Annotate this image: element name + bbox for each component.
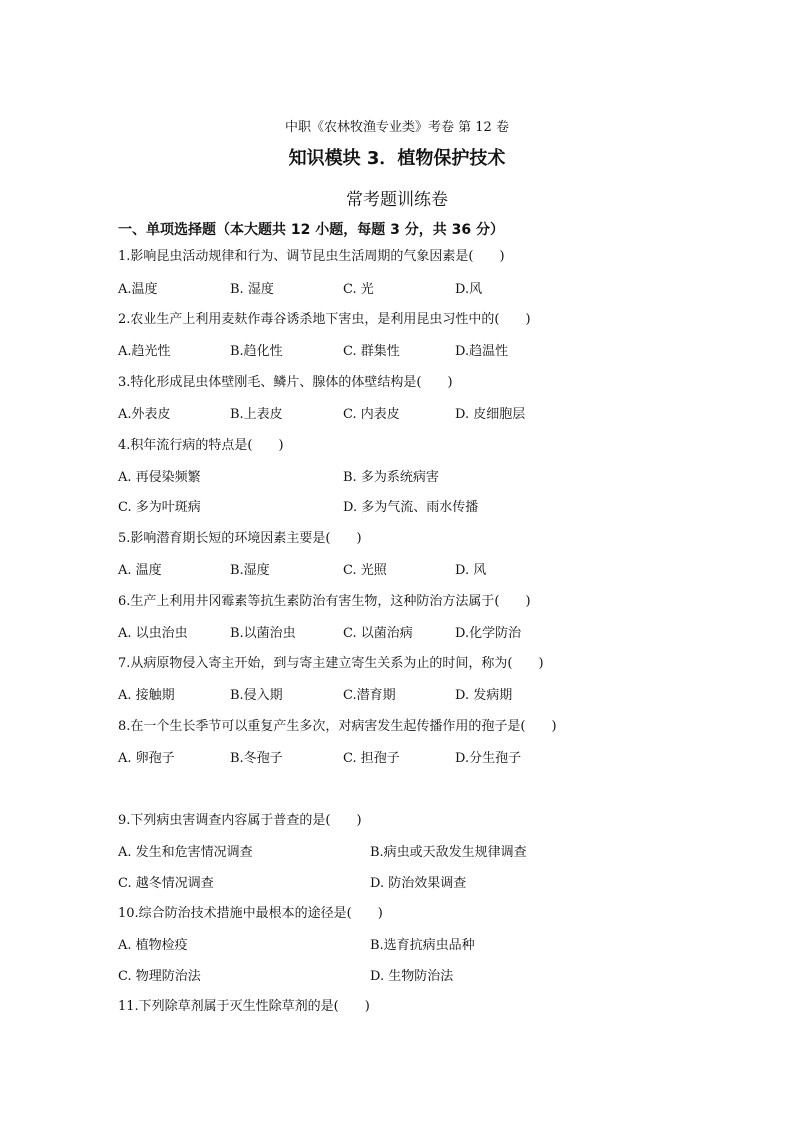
q1-option-c: C. 光 bbox=[343, 282, 374, 297]
q7-option-b: B.侵入期 bbox=[230, 688, 283, 703]
q9-option-c: C. 越冬情况调查 bbox=[118, 876, 214, 891]
q8-option-b: B.冬孢子 bbox=[230, 751, 283, 766]
q5-option-d: D. 风 bbox=[455, 563, 487, 578]
question-4-stem: 4.积年流行病的特点是( ) bbox=[118, 438, 284, 453]
q6-option-c: C. 以菌治病 bbox=[343, 626, 413, 641]
q8-option-c: C. 担孢子 bbox=[343, 751, 400, 766]
q3-option-c: C. 内表皮 bbox=[343, 407, 400, 422]
question-7-stem: 7.从病原物侵入寄主开始，到与寄主建立寄生关系为止的时间，称为( ) bbox=[118, 656, 544, 671]
question-6-stem: 6.生产上利用井冈霉素等抗生素防治有害生物，这种防治方法属于( ) bbox=[118, 594, 531, 609]
q3-option-a: A.外表皮 bbox=[118, 407, 171, 422]
q10-option-d: D. 生物防治法 bbox=[370, 969, 454, 984]
q1-option-d: D.风 bbox=[455, 282, 483, 297]
question-2-stem: 2.农业生产上利用麦麸作毒谷诱杀地下害虫，是利用昆虫习性中的( ) bbox=[118, 312, 531, 327]
q4-option-a: A. 再侵染频繁 bbox=[118, 470, 201, 485]
q7-option-a: A. 接触期 bbox=[118, 688, 175, 703]
section-title: 一、单项选择题（本大题共 12 小题，每题 3 分，共 36 分） bbox=[118, 222, 504, 238]
q10-option-b: B.选育抗病虫品种 bbox=[370, 938, 475, 953]
q2-option-b: B.趋化性 bbox=[230, 344, 283, 359]
q6-option-b: B.以菌治虫 bbox=[230, 626, 296, 641]
q2-option-d: D.趋温性 bbox=[455, 344, 509, 359]
q6-option-a: A. 以虫治虫 bbox=[118, 626, 188, 641]
q2-option-a: A.趋光性 bbox=[118, 344, 171, 359]
q7-option-c: C.潜育期 bbox=[343, 688, 396, 703]
question-10-stem: 10.综合防治技术措施中最根本的途径是( ) bbox=[118, 906, 383, 921]
q9-option-d: D. 防治效果调查 bbox=[370, 876, 467, 891]
q4-option-c: C. 多为叶斑病 bbox=[118, 500, 201, 515]
question-3-stem: 3.特化形成昆虫体壁刚毛、鳞片、腺体的体壁结构是( ) bbox=[118, 375, 453, 390]
q9-option-a: A. 发生和危害情况调查 bbox=[118, 845, 253, 860]
q7-option-d: D. 发病期 bbox=[455, 688, 513, 703]
q2-option-c: C. 群集性 bbox=[343, 344, 400, 359]
q5-option-a: A. 温度 bbox=[118, 563, 162, 578]
q8-option-d: D.分生孢子 bbox=[455, 751, 522, 766]
question-9-stem: 9.下列病虫害调查内容属于普查的是( ) bbox=[118, 813, 362, 828]
q3-option-b: B.上表皮 bbox=[230, 407, 283, 422]
q1-option-a: A.温度 bbox=[118, 282, 158, 297]
q6-option-d: D.化学防治 bbox=[455, 626, 522, 641]
q10-option-c: C. 物理防治法 bbox=[118, 969, 201, 984]
q4-option-b: B. 多为系统病害 bbox=[343, 470, 439, 485]
exam-subtitle: 中职《农林牧渔专业类》考卷 第 12 卷 bbox=[285, 120, 509, 135]
q8-option-a: A. 卵孢子 bbox=[118, 751, 175, 766]
question-8-stem: 8.在一个生长季节可以重复产生多次，对病害发生起传播作用的孢子是( ) bbox=[118, 719, 557, 734]
q3-option-d: D. 皮细胞层 bbox=[455, 407, 526, 422]
q5-option-b: B.湿度 bbox=[230, 563, 270, 578]
module-title: 知识模块 3．植物保护技术 bbox=[288, 148, 506, 169]
question-11-stem: 11.下列除草剂属于灭生性除草剂的是( ) bbox=[118, 999, 370, 1014]
q4-option-d: D. 多为气流、雨水传播 bbox=[343, 500, 479, 515]
q1-option-b: B. 湿度 bbox=[230, 282, 274, 297]
question-1-stem: 1.影响昆虫活动规律和行为、调节昆虫生活周期的气象因素是( ) bbox=[118, 249, 505, 264]
paper-heading: 常考题训练卷 bbox=[346, 190, 448, 210]
question-5-stem: 5.影响潜育期长短的环境因素主要是( ) bbox=[118, 531, 362, 546]
q5-option-c: C. 光照 bbox=[343, 563, 387, 578]
q10-option-a: A. 植物检疫 bbox=[118, 938, 188, 953]
q9-option-b: B.病虫或天敌发生规律调查 bbox=[370, 845, 527, 860]
